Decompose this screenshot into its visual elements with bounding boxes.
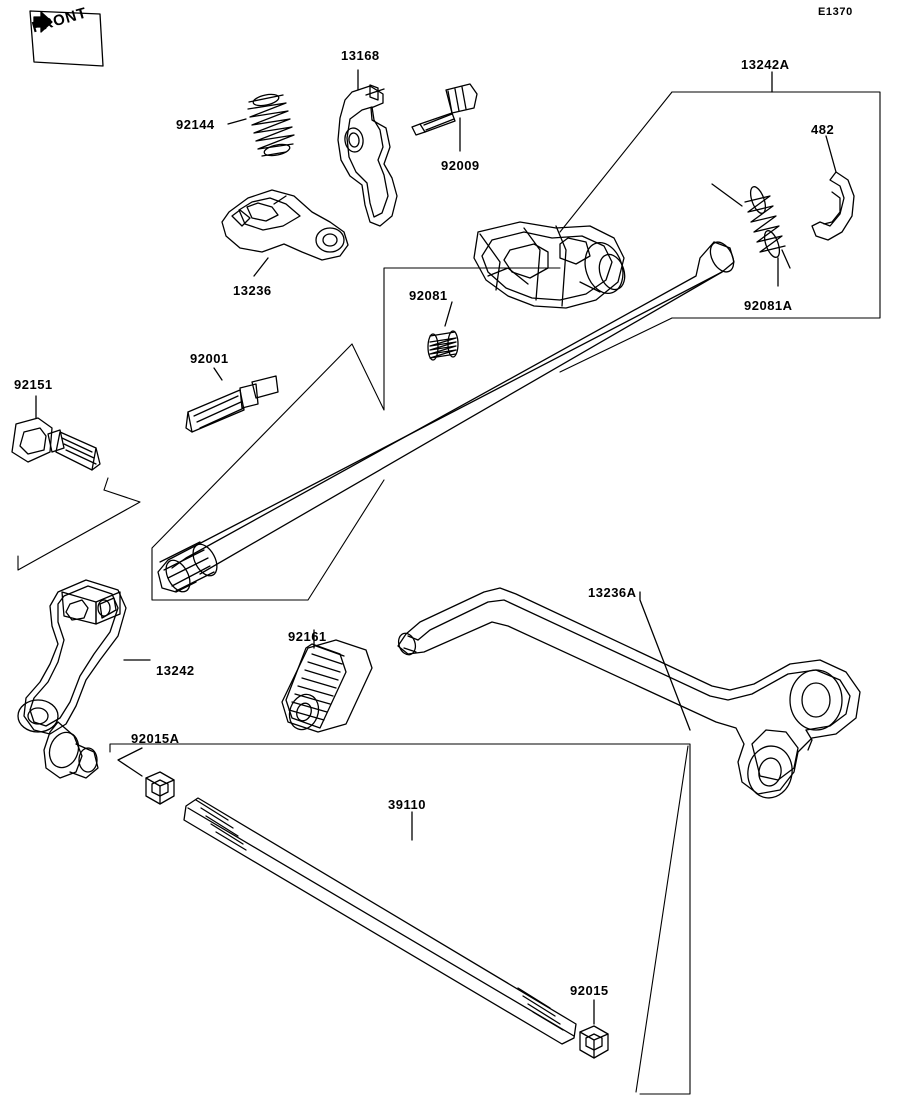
callout-39110: 39110 [388,797,426,812]
callout-92161: 92161 [288,629,327,644]
part-92001-bolt [186,376,278,432]
leader-482 [826,136,836,172]
callout-92009: 92009 [441,158,480,173]
callout-13236: 13236 [233,283,272,298]
callout-92015A: 92015A [131,731,180,746]
part-shift-shaft-assembly [158,222,738,596]
part-13236-shift-arm [222,190,348,260]
callout-92015: 92015 [570,983,609,998]
part-39110-rod [184,798,576,1044]
callout-13242A: 13242A [741,57,790,72]
leader-13236A [640,592,690,730]
part-482-clip [812,172,854,240]
front-tag-label: FRONT [30,4,90,37]
part-92151-bolt [12,418,100,470]
assembly-box-13242 [18,478,140,570]
part-92015-nut [580,1026,608,1058]
leader-92001 [214,368,222,380]
sheet-code: E1370 [818,6,853,18]
part-92081A-spring [712,184,790,268]
callout-13236A: 13236A [588,585,637,600]
assembly-box-shaft [152,268,560,600]
part-13236A-pedal [396,588,860,801]
part-92161-grip [282,640,372,734]
callout-92144: 92144 [176,117,215,132]
part-92081-spring [428,331,458,360]
leader-13236 [254,258,268,276]
leader-92144 [228,119,246,124]
callout-92151: 92151 [14,377,53,392]
callout-482: 482 [811,122,835,137]
part-92144-spring [248,92,294,157]
part-92015A-nut [146,772,174,804]
callout-92081A: 92081A [744,298,793,313]
callout-92081: 92081 [409,288,448,303]
callout-13168: 13168 [341,48,380,63]
leader-92015A [118,748,142,776]
leader-92081 [445,302,452,326]
callout-13242: 13242 [156,663,195,678]
part-13168-shift-pawl [338,85,397,226]
callout-92001: 92001 [190,351,229,366]
part-92009-screw [412,84,477,135]
